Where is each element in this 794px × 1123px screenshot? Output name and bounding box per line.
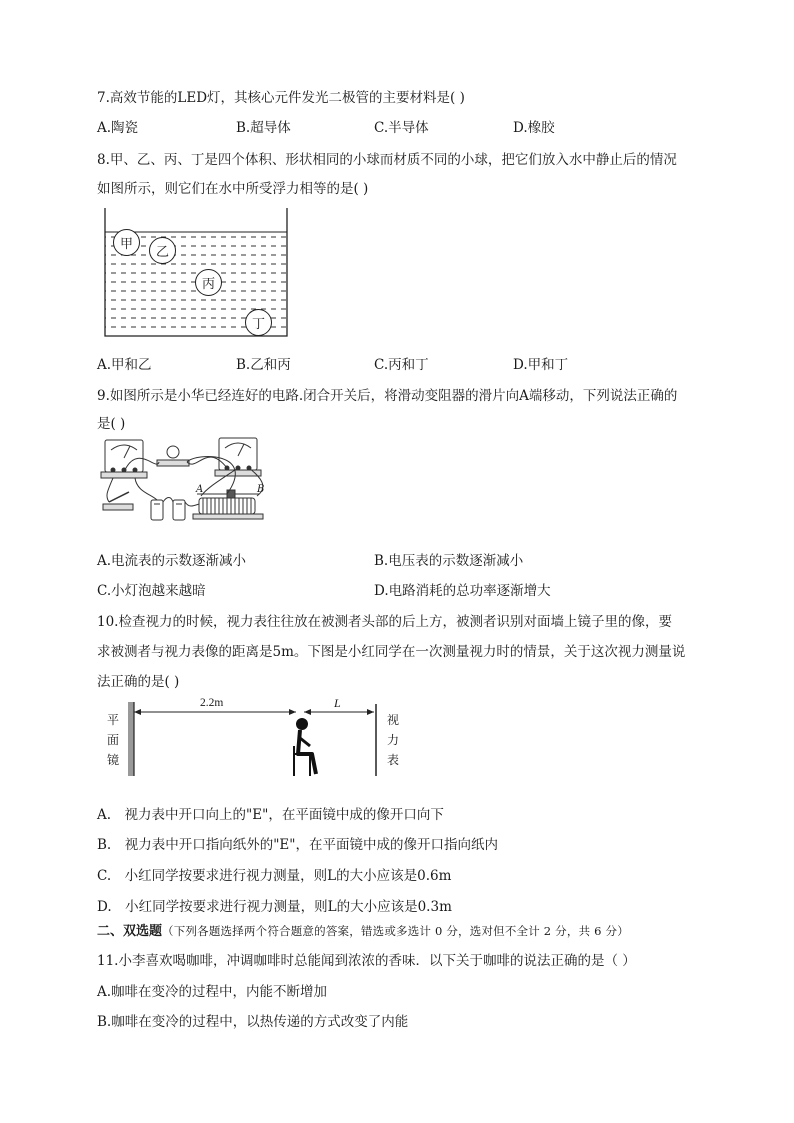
q7-option-a: A.陶瓷: [97, 120, 139, 136]
q8-option-c: C.丙和丁: [374, 357, 429, 373]
q8-stem-line2: 如图所示，则它们在水中所受浮力相等的是( ): [97, 181, 369, 197]
distance-l-label: L: [334, 696, 341, 710]
q8-figure-tank: [100, 206, 292, 341]
q7-option-c: C.半导体: [374, 120, 429, 136]
q9-circuit-figure: [97, 432, 275, 522]
q11-stem: 11.小李喜欢喝咖啡，冲调咖啡时总能闻到浓浓的香味．以下关于咖啡的说法正确的是（ ）: [97, 953, 636, 969]
eye-chart-label: 视 力 表: [386, 713, 399, 767]
q10-option-a: A. 视力表中开口向上的"E"，在平面镜中成的像开口向下: [97, 807, 444, 823]
q11-option-a: A.咖啡在变冷的过程中，内能不断增加: [97, 984, 328, 1000]
ball-yi: 乙: [149, 237, 176, 264]
q7-option-d: D.橡胶: [513, 120, 555, 136]
q10-option-d: D. 小红同学按要求进行视力测量，则L的大小应该是0.3m: [97, 899, 452, 915]
ball-ding: 丁: [245, 309, 272, 336]
q9-stem-line1: 9.如图所示是小华已经连好的电路.闭合开关后，将滑动变阻器的滑片向A端移动，下列说法正确的: [97, 388, 678, 404]
q8-option-b: B.乙和丙: [236, 357, 291, 373]
q10-eye-test-figure: [104, 696, 414, 786]
q9-option-d: D.电路消耗的总功率逐渐增大: [374, 583, 551, 599]
q10-stem-line2: 求被测者与视力表像的距离是5m。下图是小红同学在一次测量视力时的情景，关于这次视力测量说: [97, 644, 686, 660]
q10-stem-line3: 法正确的是( ): [97, 674, 180, 690]
ball-bing: 丙: [195, 269, 222, 296]
section-2-header: [97, 922, 629, 941]
q8-option-d: D.甲和丁: [513, 357, 569, 373]
rheostat-end-a-label: A: [196, 484, 204, 495]
section-2-note: （下列各题选择两个符合题意的答案，错选或多选计 0 分，选对但不全计 2 分，共 6 分）: [162, 924, 629, 938]
q7-option-b: B.超导体: [236, 120, 291, 136]
q10-stem-line1: 10.检查视力的时候，视力表往往放在被测者头部的后上方，被测者识别对面墙上镜子里的像，要: [97, 614, 672, 630]
q9-option-a: A.电流表的示数逐渐减小: [97, 553, 247, 569]
q9-option-b: B.电压表的示数逐渐减小: [374, 553, 524, 569]
q9-stem-line2: 是( ): [97, 416, 126, 432]
ball-jia: 甲: [113, 229, 140, 256]
q10-option-b: B. 视力表中开口指向纸外的"E"，在平面镜中成的像开口指向纸内: [97, 837, 498, 853]
q9-option-c: C.小灯泡越来越暗: [97, 583, 206, 599]
q11-option-b: B.咖啡在变冷的过程中，以热传递的方式改变了内能: [97, 1014, 409, 1030]
q10-option-c: C. 小红同学按要求进行视力测量，则L的大小应该是0.6m: [97, 868, 452, 884]
distance-2-2m-label: 2.2m: [200, 697, 224, 709]
mirror-label: 平 面 镜: [106, 713, 119, 767]
q8-stem-line1: 8.甲、乙、丙、丁是四个体积、形状相同的小球而材质不同的小球，把它们放入水中静止后的情况: [97, 152, 677, 168]
q7-stem: 7.高效节能的LED灯，其核心元件发光二极管的主要材料是( ): [97, 90, 465, 106]
section-2-title: 二、双选题: [97, 924, 163, 939]
rheostat-end-b-label: B: [257, 484, 265, 495]
q8-option-a: A.甲和乙: [97, 357, 152, 373]
